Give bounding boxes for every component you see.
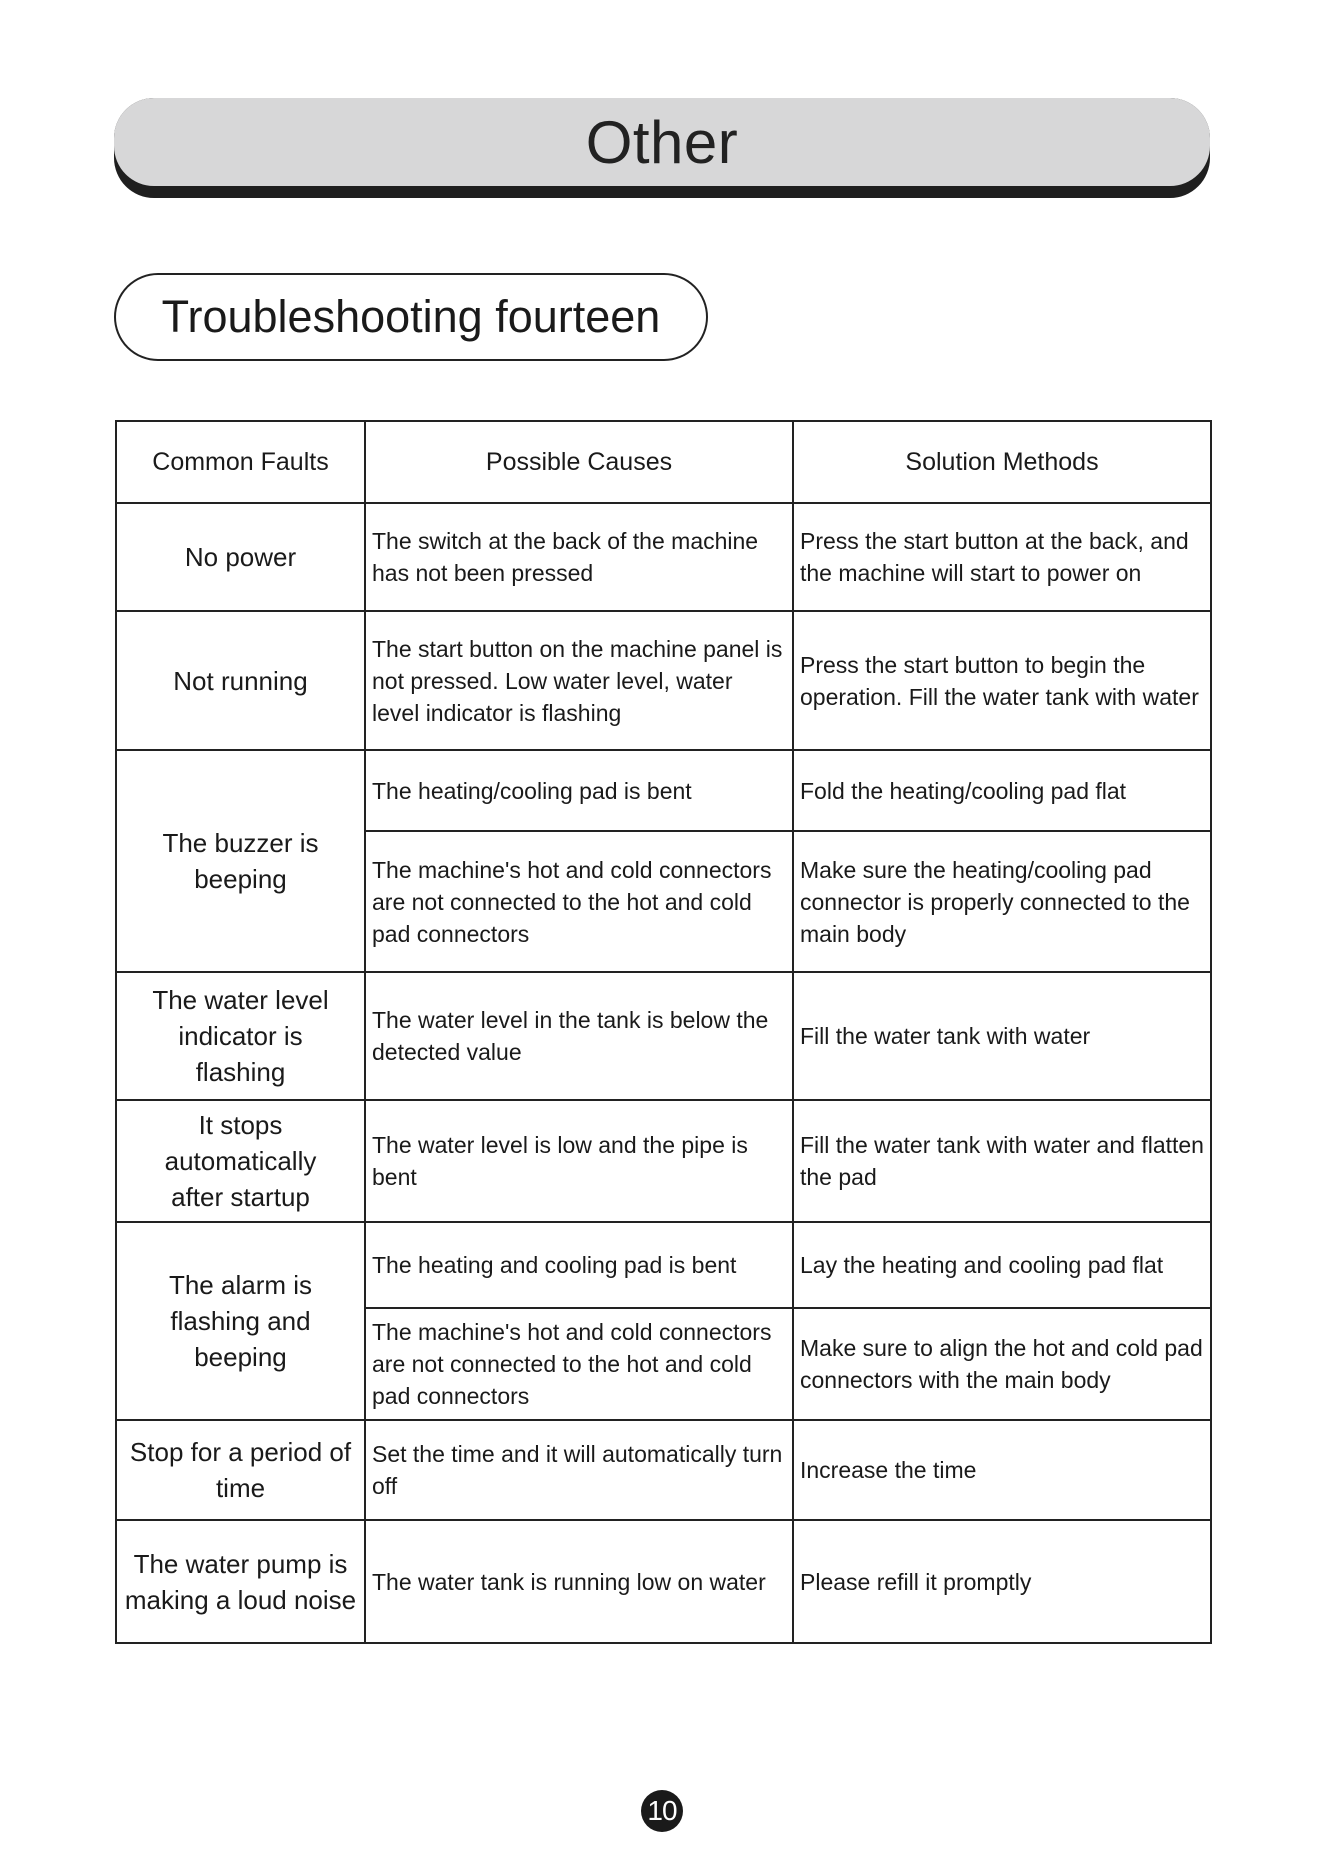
solution-cell: Fill the water tank with water [793,972,1211,1100]
fault-cell: The water level indicator is flashing [116,972,365,1100]
solution-cell: Press the start button to begin the operation. Fill the water tank with water [793,611,1211,750]
table-header-row [116,421,1211,503]
fault-cell: The buzzer is beeping [116,750,365,972]
solution-cell: Increase the time [793,1420,1211,1520]
solution-cell: Please refill it promptly [793,1520,1211,1643]
table-row [116,1100,1211,1222]
header-solution-methods: Solution Methods [793,421,1211,503]
solution-cell: Lay the heating and cooling pad flat [793,1222,1211,1308]
section-heading [114,273,708,361]
solution-cell: Fold the heating/cooling pad flat [793,750,1211,831]
troubleshooting-table [115,420,1212,1644]
section-title: Troubleshooting fourteen [161,291,661,342]
cause-cell: The water level is low and the pipe is bent [365,1100,793,1222]
cause-cell: Set the time and it will automatically turn off [365,1420,793,1520]
header-banner-face [114,98,1210,186]
cause-cell: The start button on the machine panel is not pressed. Low water level, water level indicator is flashing [365,611,793,750]
fault-cell: No power [116,503,365,611]
page-number: 10 [641,1790,683,1832]
fault-cell: The alarm is flashing and beeping [116,1222,365,1420]
fault-cell: Not running [116,611,365,750]
cause-cell: The machine's hot and cold connectors are not connected to the hot and cold pad connectors [365,831,793,972]
table-row [116,1420,1211,1520]
page-title: Other [585,108,739,176]
fault-cell: It stops automatically after startup [116,1100,365,1222]
solution-cell: Make sure to align the hot and cold pad connectors with the main body [793,1308,1211,1420]
fault-cell: Stop for a period of time [116,1420,365,1520]
cause-cell: The heating/cooling pad is bent [365,750,793,831]
header-common-faults: Common Faults [116,421,365,503]
cause-cell: The water tank is running low on water [365,1520,793,1643]
table-row [116,750,1211,831]
cause-cell: The heating and cooling pad is bent [365,1222,793,1308]
table-row [116,1520,1211,1643]
cause-cell: The switch at the back of the machine has not been pressed [365,503,793,611]
solution-cell: Fill the water tank with water and flatten the pad [793,1100,1211,1222]
cause-cell: The water level in the tank is below the detected value [365,972,793,1100]
table-row [116,503,1211,611]
table-row [116,611,1211,750]
header-banner [114,98,1210,198]
fault-cell: The water pump is making a loud noise [116,1520,365,1643]
solution-cell: Make sure the heating/cooling pad connector is properly connected to the main body [793,831,1211,972]
table-row [116,972,1211,1100]
header-possible-causes: Possible Causes [365,421,793,503]
cause-cell: The machine's hot and cold connectors are not connected to the hot and cold pad connectors [365,1308,793,1420]
solution-cell: Press the start button at the back, and the machine will start to power on [793,503,1211,611]
table-row [116,1222,1211,1308]
